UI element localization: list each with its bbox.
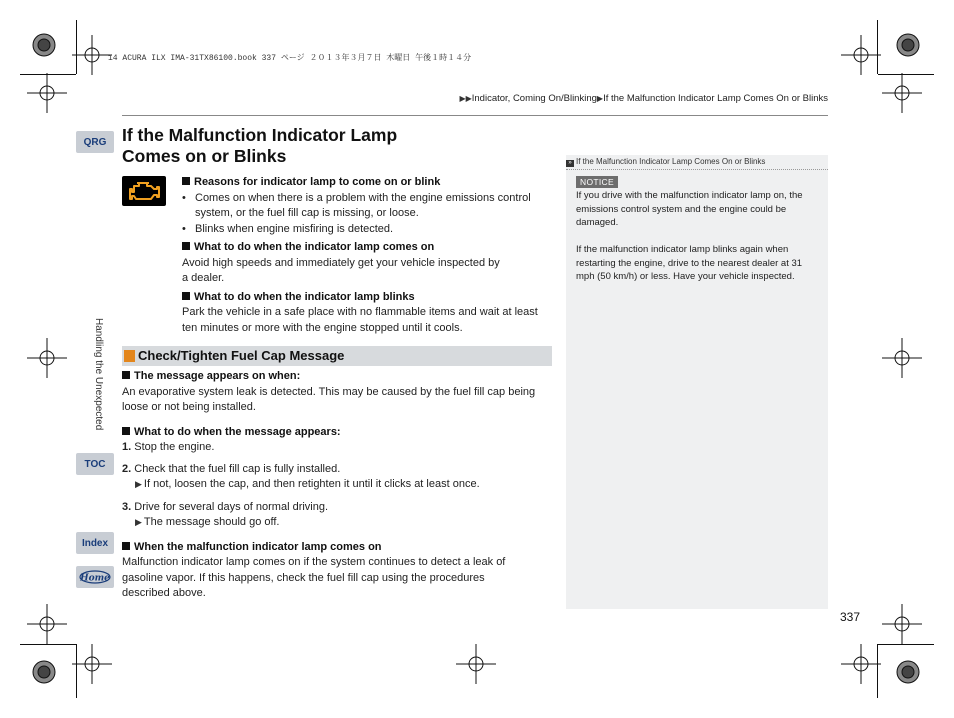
- print-info-line: 14 ACURA ILX IMA-31TX86100.book 337 ページ ２０１３年３月７日 木曜日 午後１時１４分: [108, 54, 472, 63]
- nav-tab-home[interactable]: [76, 566, 114, 588]
- page-title: If the Malfunction Indicator Lamp Comes on or Blinks: [122, 125, 398, 166]
- double-arrow-icon: »: [566, 160, 574, 167]
- arrow-right-icon: ▶: [135, 479, 142, 489]
- list-item: • Comes on when there is a problem with the engine emissions control system, or the fuel fill cap is missing, or loose.: [182, 191, 552, 222]
- chapter-label: Handling the Unexpected: [93, 318, 104, 431]
- blinks-text: Park the vehicle in a safe place with no flammable items and wait at least ten minutes or more with the engine stopped until it cools.: [182, 306, 538, 334]
- page-number: 337: [840, 610, 861, 624]
- notice-badge: NOTICE: [576, 176, 618, 188]
- home-icon: [78, 569, 112, 585]
- mil-section: [182, 175, 552, 336]
- breadcrumb-current: If the Malfunction Indicator Lamp Comes On or Blinks: [603, 93, 828, 104]
- breadcrumb-link-indicator[interactable]: Indicator, Coming On/Blinking: [471, 93, 597, 104]
- nav-tab-toc[interactable]: TOC: [76, 453, 114, 475]
- breadcrumb-arrow-icon: ▶: [596, 94, 604, 103]
- nav-tab-qrg[interactable]: QRG: [76, 131, 114, 153]
- list-item: • Blinks when engine misfiring is detected.: [182, 222, 552, 238]
- appears-text: An evaporative system leak is detected. This may be caused by the fuel fill cap being loose or not being installed.: [122, 385, 536, 413]
- reasons-heading: Reasons for indicator lamp to come on or blink: [182, 175, 552, 191]
- step-item: 1. Stop the engine.: [122, 441, 215, 453]
- step-subnote: ▶ The message should go off.: [135, 516, 280, 528]
- section-marker-icon: [124, 350, 135, 362]
- side-note-header: » If the Malfunction Indicator Lamp Comes On or Blinks: [566, 155, 828, 170]
- comes-on-heading: What to do when the indicator lamp comes on: [182, 240, 552, 256]
- side-note-paragraph: If the malfunction indicator lamp blinks again when restarting the engine, drive to the nearest dealer at 31 mph (50 km/h) or less. Have your vehicle inspected.: [576, 244, 803, 282]
- side-note-paragraph: If you drive with the malfunction indicator lamp on, the emissions control system and the engine could be damaged.: [576, 190, 803, 228]
- svg-text:Home: Home: [80, 573, 110, 584]
- mil-text: Malfunction indicator lamp comes on if the system continues to detect a leak of gasoline vapor. If this happens, check the fuel fill cap using the procedures described above.: [122, 556, 506, 599]
- check-engine-icon: [122, 176, 166, 206]
- step-item: 2. Check that the fuel fill cap is fully installed.: [122, 462, 341, 475]
- breadcrumb: [459, 93, 828, 104]
- blinks-heading: What to do when the indicator lamp blinks: [182, 290, 552, 306]
- mil-heading: When the malfunction indicator lamp comes on: [122, 540, 554, 556]
- todo-heading: What to do when the message appears:: [122, 425, 554, 441]
- arrow-right-icon: ▶: [135, 517, 142, 527]
- fuel-cap-section: [122, 369, 554, 602]
- breadcrumb-arrow-icon: ▶▶: [459, 94, 472, 103]
- step-item: 3. Drive for several days of normal driving.: [122, 500, 329, 513]
- appears-heading: The message appears on when:: [122, 369, 554, 385]
- comes-on-text: Avoid high speeds and immediately get your vehicle inspected by a dealer.: [182, 256, 500, 284]
- header-divider: [122, 115, 828, 116]
- nav-tab-index[interactable]: Index: [76, 532, 114, 554]
- section-header-fuel-cap: Check/Tighten Fuel Cap Message: [122, 346, 552, 366]
- step-subnote: ▶ If not, loosen the cap, and then retighten it until it clicks at least once.: [135, 478, 480, 490]
